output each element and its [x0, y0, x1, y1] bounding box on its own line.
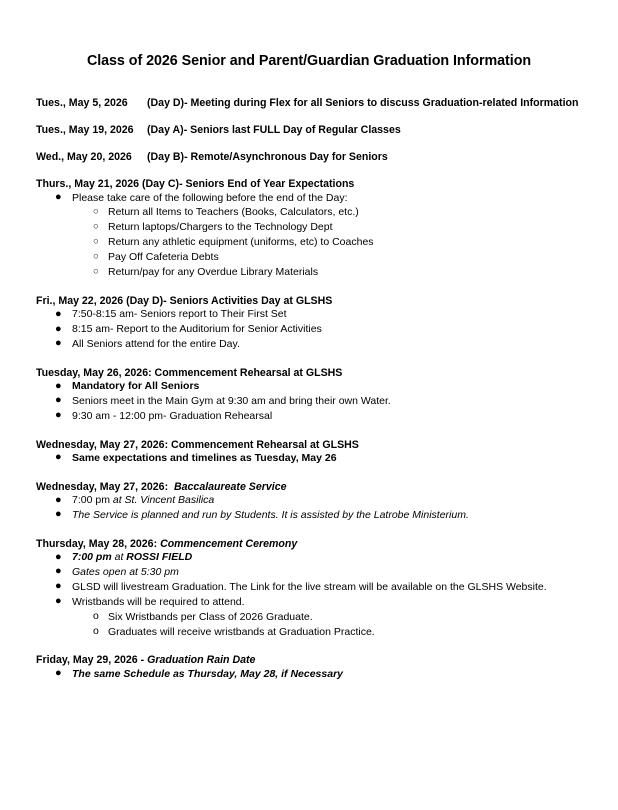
entry-detail: (Day D)- Meeting during Flex for all Seniors to discuss Graduation-related Information — [147, 96, 579, 109]
spacer — [0, 424, 618, 439]
entry-detail: (Day B)- Remote/Asynchronous Day for Seniors — [147, 151, 388, 164]
list-item-label: Mandatory for All Seniors — [72, 380, 200, 393]
disc-bullet-icon: ● — [55, 550, 62, 563]
list-item — [0, 625, 618, 640]
spacer — [0, 352, 618, 367]
bullet-list-may-27-rehearsal — [0, 451, 618, 466]
section-heading-may-21: Thurs., May 21, 2026 (Day C)- Seniors End of Year Expectations — [36, 178, 355, 191]
disc-bullet-icon: ● — [55, 379, 62, 392]
sub-bullet-list-wristbands — [0, 610, 618, 640]
disc-bullet-icon: ● — [55, 409, 62, 422]
list-item — [0, 394, 618, 409]
list-item — [0, 265, 618, 280]
sub-bullet-list-may-21 — [0, 205, 618, 280]
entry-date: Wed., May 20, 2026 — [36, 151, 132, 164]
list-item — [0, 235, 618, 250]
spacer — [0, 136, 618, 151]
disc-bullet-icon: ● — [55, 394, 62, 407]
list-item-label: Graduates will receive wristbands at Graduation Practice. — [108, 625, 375, 638]
heading-event: Graduation Rain Date — [147, 654, 256, 667]
page-title: Class of 2026 Senior and Parent/Guardian Graduation Information — [86, 52, 532, 69]
disc-bullet-icon: ● — [55, 667, 62, 680]
list-item-label: Gates open at 5:30 pm — [72, 565, 179, 578]
bullet-list-rain-date — [0, 667, 618, 682]
list-item — [0, 565, 618, 580]
list-item — [0, 667, 618, 682]
letter-o-bullet-icon: o — [93, 625, 99, 638]
section-heading-may-27-rehearsal: Wednesday, May 27, 2026: Commencement Rehearsal at GLSHS — [36, 438, 359, 451]
circle-bullet-icon: ○ — [93, 236, 99, 248]
list-item-label: Seniors meet in the Main Gym at 9:30 am and bring their own Water. — [72, 394, 391, 407]
disc-bullet-icon: ● — [55, 191, 62, 204]
list-item — [0, 379, 618, 394]
circle-bullet-icon: ○ — [93, 206, 99, 218]
list-item — [0, 409, 618, 424]
list-item-label: Return any athletic equipment (uniforms, etc) to Coaches — [108, 236, 374, 249]
bullet-list-may-21 — [0, 191, 618, 206]
list-item-label: Pay Off Cafeteria Debts — [108, 251, 219, 264]
list-item-label: 8:15 am- Report to the Auditorium for Senior Activities — [72, 323, 322, 336]
disc-bullet-icon: ● — [55, 307, 62, 320]
circle-bullet-icon: ○ — [93, 266, 99, 278]
list-item-label: Six Wristbands per Class of 2026 Graduate. — [108, 610, 313, 623]
list-item — [0, 508, 618, 523]
list-item-label: The same Schedule as Thursday, May 28, if Necessary — [72, 667, 343, 680]
disc-bullet-icon: ● — [55, 451, 62, 464]
section-heading-may-26: Tuesday, May 26, 2026: Commencement Rehearsal at GLSHS — [36, 366, 343, 379]
list-item-time: 7:00 pm — [72, 551, 112, 564]
circle-bullet-icon: ○ — [93, 251, 99, 263]
list-item-label: Same expectations and timelines as Tuesday, May 26 — [72, 451, 337, 464]
disc-bullet-icon: ● — [55, 565, 62, 578]
schedule-entry-may-5 — [0, 97, 618, 109]
list-item — [0, 220, 618, 235]
spacer — [0, 466, 618, 481]
list-item-place: at St. Vincent Basilica — [112, 494, 215, 507]
list-item-label: Return all Items to Teachers (Books, Calculators, etc.) — [108, 206, 359, 219]
disc-bullet-icon: ● — [55, 493, 62, 506]
section-heading-may-27-baccalaureate — [0, 481, 618, 493]
bullet-list-may-22 — [0, 307, 618, 352]
list-item-label: 7:50-8:15 am- Seniors report to Their First Set — [72, 308, 287, 321]
list-item-label: Return laptops/Chargers to the Technology Dept — [108, 221, 333, 234]
heading-date: Wednesday, May 27, 2026: — [36, 480, 169, 493]
schedule-entry-may-19 — [0, 124, 618, 136]
disc-bullet-icon: ● — [55, 595, 62, 608]
circle-bullet-icon: ○ — [93, 221, 99, 233]
spacer — [0, 163, 618, 178]
entry-date: Tues., May 5, 2026 — [36, 96, 128, 109]
list-item-place: ROSSI FIELD — [126, 551, 193, 564]
list-item — [0, 610, 618, 625]
list-item-label: 9:30 am - 12:00 pm- Graduation Rehearsal — [72, 409, 273, 422]
list-item-label: Wristbands will be required to attend. — [72, 595, 245, 608]
heading-event: Baccalaureate Service — [174, 480, 287, 493]
letter-o-bullet-icon: o — [93, 610, 99, 623]
section-heading-may-22: Fri., May 22, 2026 (Day D)- Seniors Activities Day at GLSHS — [36, 295, 333, 307]
disc-bullet-icon: ● — [55, 508, 62, 521]
list-item-label: Return/pay for any Overdue Library Materials — [108, 266, 319, 279]
disc-bullet-icon: ● — [55, 337, 62, 350]
bullet-list-baccalaureate — [0, 493, 618, 523]
spacer — [0, 79, 618, 97]
list-item — [0, 595, 618, 610]
disc-bullet-icon: ● — [55, 580, 62, 593]
list-item-preposition: at — [114, 551, 124, 564]
heading-event: Commencement Ceremony — [160, 537, 298, 550]
list-item — [0, 250, 618, 265]
spacer — [0, 523, 618, 538]
list-item — [0, 550, 618, 565]
heading-date: Thursday, May 28, 2026: — [36, 537, 158, 550]
list-item — [0, 580, 618, 595]
list-item-label: The Service is planned and run by Students. It is assisted by the Latrobe Ministerium. — [72, 508, 469, 521]
document-page — [0, 10, 618, 810]
heading-date: Friday, May 29, 2026 - — [36, 654, 145, 667]
list-item — [0, 205, 618, 220]
list-item-time: 7:00 pm — [72, 494, 110, 507]
list-item-label: GLSD will livestream Graduation. The Link for the live stream will be available on the GLSHS Website. — [72, 580, 547, 593]
spacer — [0, 109, 618, 124]
section-heading-may-28-commencement — [0, 538, 618, 550]
list-item — [0, 337, 618, 352]
disc-bullet-icon: ● — [55, 322, 62, 335]
list-item-label: Please take care of the following before the end of the Day: — [72, 191, 348, 204]
spacer — [0, 639, 618, 654]
list-item — [0, 191, 618, 206]
list-item — [0, 451, 618, 466]
list-item-label: All Seniors attend for the entire Day. — [72, 337, 240, 350]
schedule-entry-may-20 — [0, 151, 618, 163]
bullet-list-commencement — [0, 550, 618, 610]
entry-date: Tues., May 19, 2026 — [36, 124, 134, 137]
list-item — [0, 493, 618, 508]
entry-detail: (Day A)- Seniors last FULL Day of Regular Classes — [147, 124, 401, 137]
list-item — [0, 307, 618, 322]
spacer — [0, 280, 618, 295]
bullet-list-may-26 — [0, 379, 618, 424]
list-item — [0, 322, 618, 337]
section-heading-may-29-rain-date — [0, 654, 618, 666]
